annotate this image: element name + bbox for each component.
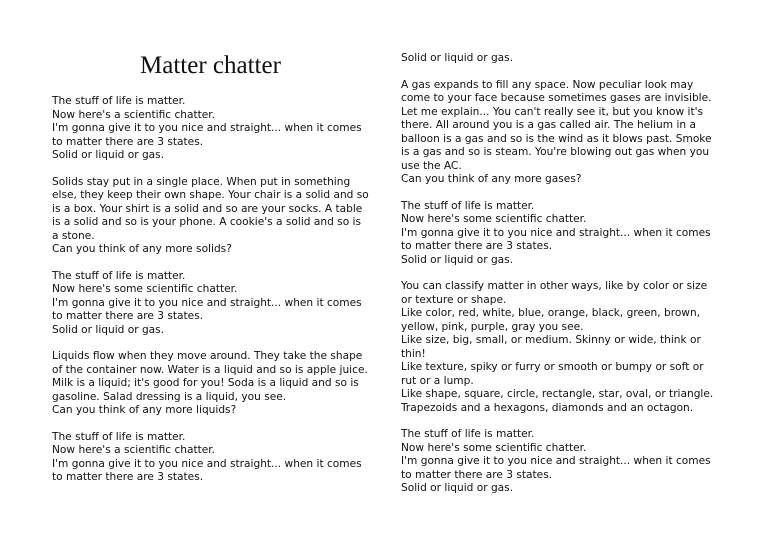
line: Can you think of any more gases? — [401, 173, 582, 185]
line: Solid or liquid or gas. — [52, 323, 165, 336]
line: Solid or liquid or gas. — [52, 149, 165, 161]
line: The stuff of life is matter. — [52, 95, 186, 107]
line: Like size, big, small, or medium. Skinny or wide, think or thin! — [401, 334, 701, 360]
line: Can you think of any more liquids? — [52, 404, 237, 416]
chorus-4 — [401, 200, 721, 268]
line: Now here's some scientific chatter. — [401, 213, 587, 225]
line: Solid or liquid or gas. — [401, 253, 514, 266]
line: The stuff of life is matter. — [52, 269, 186, 282]
line: Solid or liquid or gas. — [401, 482, 514, 494]
gases-verse — [401, 79, 721, 187]
line: You can classify matter in other ways, like by color or size or texture or shape. — [401, 280, 708, 306]
line: The stuff of life is matter. — [52, 430, 186, 443]
line: Like color, red, white, blue, orange, black, green, brown, yellow, pink, purple, gray you see. — [401, 307, 701, 333]
line: I'm gonna give it to you nice and straight... when it comes to matter there are 3 states. — [401, 455, 711, 481]
chorus-2 — [52, 270, 370, 338]
line: The stuff of life is matter. — [401, 199, 535, 212]
classify-verse — [401, 280, 721, 415]
liquids-verse — [52, 350, 370, 418]
page-title: Matter chatter — [140, 52, 281, 79]
line: I'm gonna give it to you nice and straight... when it comes to matter there are 3 states. — [401, 226, 711, 252]
line: Solid or liquid or gas. — [401, 52, 514, 64]
right-column — [401, 52, 721, 509]
chorus-3-end — [401, 52, 721, 66]
chorus-5 — [401, 428, 721, 496]
line: Can you think of any more solids? — [52, 243, 232, 255]
line: Now here's some scientific chatter. — [401, 441, 587, 454]
line: Now here's a scientific chatter. — [52, 108, 216, 121]
chorus-3 — [52, 431, 370, 485]
left-column — [52, 95, 370, 498]
line: A gas expands to fill any space. Now peculiar look may come to your face because sometimes gases are invisible. Let me explain... You can't really see it, but you know it's there. All around you is a gas called air. The helium in a balloon is a gas and so is the wind as it blows past. Smoke is a gas and so is steam. You're blowing out gas when you use the AC. — [401, 78, 712, 172]
line: The stuff of life is matter. — [401, 428, 535, 440]
line: Like texture, spiky or furry or smooth or bumpy or soft or rut or a lump. — [401, 361, 704, 387]
line: Liquids flow when they move around. They take the shape of the container now. Water is a liquid and so is apple juice. Milk is a liquid; it's good for you! Soda is a liquid and so is gasoline. Salad dressing is a liquid, you see. — [52, 350, 368, 403]
solids-verse — [52, 176, 370, 257]
line: Like shape, square, circle, rectangle, star, oval, or triangle. Trapezoids and a hexagons, diamonds and an octagon. — [401, 388, 714, 414]
line: Now here's some scientific chatter. — [52, 283, 238, 295]
line: I'm gonna give it to you nice and straight... when it comes to matter there are 3 states. — [52, 122, 362, 148]
chorus-1 — [52, 95, 370, 163]
line: Solids stay put in a single place. When put in something else, they keep their own shape. Your chair is a solid and so is a box. Your shirt is a solid and so are your socks. A table is a solid and so is your phone. A cookie's a solid and so is a stone. — [52, 175, 369, 242]
line: Now here's a scientific chatter. — [52, 444, 216, 456]
line: I'm gonna give it to you nice and straight... when it comes to matter there are 3 states. — [52, 457, 362, 483]
line: I'm gonna give it to you nice and straight... when it comes to matter there are 3 states. — [52, 296, 362, 322]
